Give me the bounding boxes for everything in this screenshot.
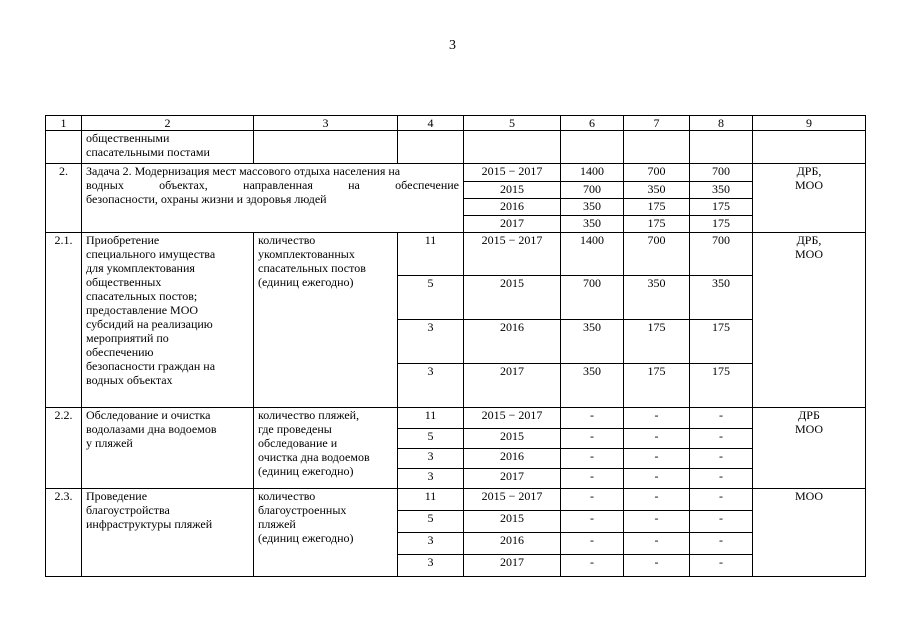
value-cell: - [624,408,690,429]
header-cell: 7 [624,116,690,131]
period-cell: 2017 [464,469,561,489]
item-name-line: инфраструктуры пляжей [86,517,213,531]
executor-line: МОО [794,489,823,503]
value-cell: 350 [561,216,624,233]
value-cell: - [690,429,753,449]
value-cell: 1400 [561,164,624,182]
period-cell: 2017 [464,364,561,408]
item-indicator [254,233,398,408]
item-name-line: мероприятий по [86,331,169,345]
cont-num-cell [46,131,82,164]
task-title-line: водных объектах, направленная на обеспечение [86,178,459,192]
value-cell: 175 [624,199,690,216]
item-indicator [254,489,398,577]
value-cell: 1400 [561,233,624,276]
count-cell: 5 [398,429,464,449]
item-number: 2.3. [46,489,82,577]
executor-line: ДРБ, [796,233,822,247]
value-cell: 350 [690,182,753,199]
indicator-line: количество [258,489,316,503]
item-name-line: для укомплектования [86,261,195,275]
task-title-line: Задача 2. Модернизация мест массового отдыха населения на [86,164,401,178]
value-cell: - [624,533,690,555]
executor-cell [753,489,866,577]
item-indicator [254,408,398,489]
value-cell: 700 [561,276,624,320]
value-cell: 700 [690,164,753,182]
value-cell: 175 [624,364,690,408]
value-cell: - [690,533,753,555]
value-cell: - [561,511,624,533]
item-name-line: общественных [86,275,162,289]
period-cell: 2016 [464,449,561,469]
period-cell: 2015 − 2017 [464,408,561,429]
cont-cell [624,131,690,164]
period-cell: 2015 − 2017 [464,233,561,276]
period-cell: 2015 [464,182,561,199]
indicator-line: (единиц ежегодно) [258,275,354,289]
period-cell: 2015 [464,276,561,320]
indicator-line: (единиц ежегодно) [258,464,354,478]
value-cell: 175 [690,216,753,233]
header-cell: 8 [690,116,753,131]
value-cell: 700 [561,182,624,199]
indicator-line: очистка дна водоемов [258,450,370,464]
executor-cell [753,164,866,233]
value-cell: 700 [690,233,753,276]
count-cell: 5 [398,276,464,320]
period-cell: 2016 [464,199,561,216]
program-table [45,115,866,577]
value-cell: - [624,449,690,469]
item-name-line: Приобретение [86,233,160,247]
cont-name-cell [82,131,254,164]
header-cell: 5 [464,116,561,131]
item-name [82,489,254,577]
cont-name-line: спасательными постами [86,145,210,159]
cont-cell [753,131,866,164]
item-number: 2.2. [46,408,82,489]
value-cell: - [690,555,753,577]
indicator-line: количество пляжей, [258,408,360,422]
task-title-line: безопасности, охраны жизни и здоровья людей [86,192,327,206]
executor-line: МОО [794,178,823,192]
indicator-line: пляжей [258,517,296,531]
executor-line: ДРБ [798,408,820,422]
period-cell: 2015 − 2017 [464,164,561,182]
cont-cell [561,131,624,164]
count-cell: 3 [398,469,464,489]
value-cell: 700 [624,164,690,182]
executor-line: МОО [794,422,823,436]
value-cell: 350 [624,182,690,199]
value-cell: - [561,449,624,469]
indicator-line: количество [258,233,316,247]
task-number: 2. [46,164,82,233]
item-row [46,408,866,429]
executor-cell [753,233,866,408]
value-cell: - [561,533,624,555]
period-cell: 2017 [464,555,561,577]
value-cell: - [690,469,753,489]
value-cell: - [624,469,690,489]
value-cell: - [690,511,753,533]
item-name-line: Проведение [86,489,148,503]
count-cell: 3 [398,449,464,469]
header-cell: 1 [46,116,82,131]
value-cell: 175 [624,320,690,364]
executor-line: ДРБ, [796,164,822,178]
period-cell: 2016 [464,320,561,364]
item-row [46,489,866,511]
value-cell: - [561,489,624,511]
item-name-line: у пляжей [86,436,133,450]
item-name-line: Обследование и очистка [86,408,211,422]
header-cell: 9 [753,116,866,131]
indicator-line: (единиц ежегодно) [258,531,354,545]
item-name-line: специального имущества [86,247,216,261]
value-cell: 700 [624,233,690,276]
value-cell: - [624,489,690,511]
value-cell: 350 [561,320,624,364]
value-cell: 350 [690,276,753,320]
period-cell: 2015 [464,511,561,533]
column-number-row [46,116,866,131]
indicator-line: где проведены [258,422,332,436]
item-row [46,233,866,276]
value-cell: - [561,429,624,449]
item-name-line: водных объектах [86,373,173,387]
page-number: 3 [449,38,456,53]
period-cell: 2017 [464,216,561,233]
count-cell: 11 [398,408,464,429]
period-cell: 2015 − 2017 [464,489,561,511]
value-cell: - [561,408,624,429]
item-name-line: субсидий на реализацию [86,317,213,331]
continuation-row [46,131,866,164]
count-cell: 3 [398,320,464,364]
value-cell: 175 [690,320,753,364]
value-cell: - [690,489,753,511]
count-cell: 3 [398,555,464,577]
header-cell: 3 [254,116,398,131]
item-name-line: безопасности граждан на [86,359,216,373]
cont-name-line: общественными [86,131,170,145]
count-cell: 3 [398,364,464,408]
item-name-line: обеспечению [86,345,154,359]
count-cell: 11 [398,489,464,511]
count-cell: 11 [398,233,464,276]
value-cell: - [561,469,624,489]
item-number: 2.1. [46,233,82,408]
indicator-line: обследование и [258,436,338,450]
indicator-line: спасательных постов [258,261,366,275]
value-cell: - [690,449,753,469]
indicator-line: благоустроенных [258,503,347,517]
count-cell: 5 [398,511,464,533]
value-cell: - [624,555,690,577]
value-cell: - [690,408,753,429]
period-cell: 2015 [464,429,561,449]
executor-line: МОО [794,247,823,261]
item-name [82,408,254,489]
value-cell: 175 [690,199,753,216]
value-cell: 175 [690,364,753,408]
header-cell: 6 [561,116,624,131]
header-cell: 2 [82,116,254,131]
cont-cell [398,131,464,164]
value-cell: 350 [561,199,624,216]
cont-cell [254,131,398,164]
header-cell: 4 [398,116,464,131]
value-cell: 175 [624,216,690,233]
value-cell: 350 [561,364,624,408]
executor-cell [753,408,866,489]
item-name-line: водолазами дна водоемов [86,422,217,436]
value-cell: - [561,555,624,577]
task-row [46,164,866,182]
cont-cell [464,131,561,164]
cont-cell [690,131,753,164]
count-cell: 3 [398,533,464,555]
period-cell: 2016 [464,533,561,555]
value-cell: 350 [624,276,690,320]
value-cell: - [624,511,690,533]
item-name-line: благоустройства [86,503,170,517]
item-name-line: предоставление МОО [86,303,199,317]
task-title [82,164,464,233]
item-name [82,233,254,408]
indicator-line: укомплектованных [258,247,355,261]
value-cell: - [624,429,690,449]
item-name-line: спасательных постов; [86,289,198,303]
